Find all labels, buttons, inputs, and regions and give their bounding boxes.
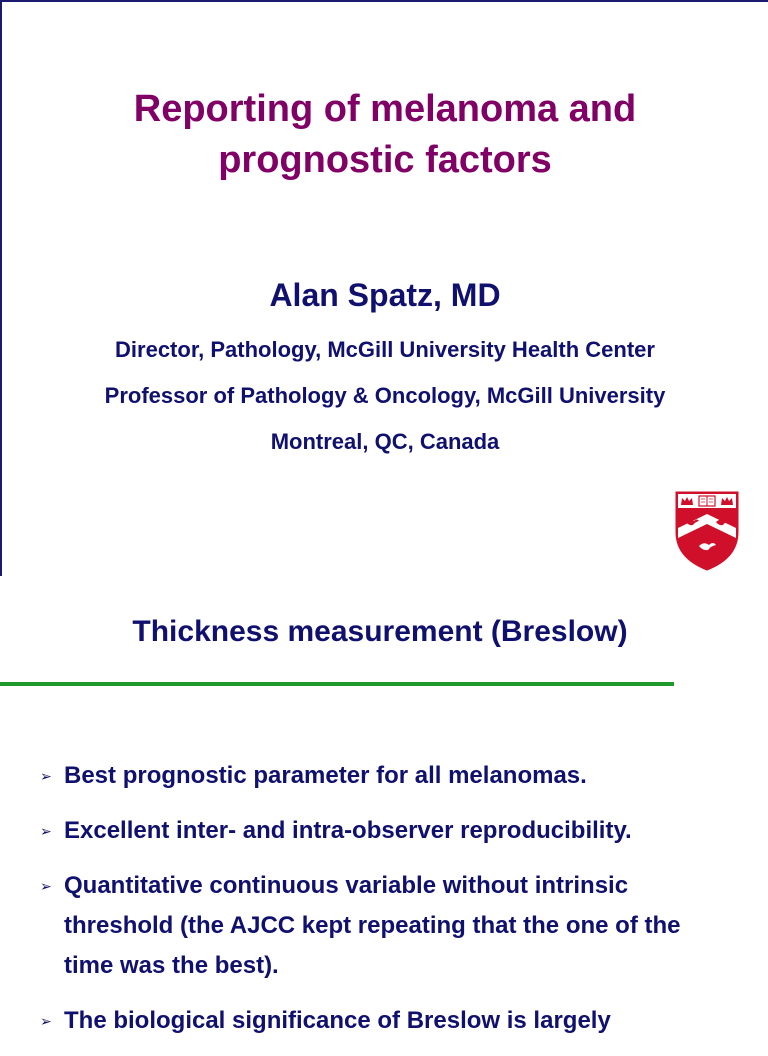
breslow-slide — [0, 578, 768, 1034]
arrow-bullet-icon: ➢ — [40, 823, 52, 839]
slide-title: Thickness measurement (Breslow) — [132, 615, 628, 648]
bullet-text: Quantitative continuous variable without intrinsic threshold (the AJCC kept repeating that the one of the time was the best). — [64, 872, 681, 979]
title-line-1: Reporting of melanoma and — [133, 88, 637, 130]
affiliation-line-1: Director, Pathology, McGill University Health Center — [115, 337, 655, 362]
arrow-bullet-icon: ➢ — [40, 1013, 52, 1029]
affiliation-line-2: Professor of Pathology & Oncology, McGill University — [104, 383, 666, 408]
presentation-title — [2, 84, 768, 186]
author-name: Alan Spatz, MD — [269, 277, 501, 313]
list-item — [0, 1001, 768, 1041]
arrow-bullet-icon: ➢ — [40, 878, 52, 894]
bullet-list — [0, 756, 768, 1056]
bullet-text: Excellent inter- and intra-observer reproducibility. — [64, 817, 632, 844]
bullet-text: The biological significance of Breslow is largely — [64, 1007, 611, 1034]
list-item — [0, 866, 768, 986]
mcgill-crest-icon — [672, 488, 742, 572]
affiliation-line-3: Montreal, QC, Canada — [270, 429, 500, 454]
list-item — [0, 811, 768, 851]
bullet-text: Best prognostic parameter for all melanomas. — [64, 762, 587, 789]
arrow-bullet-icon: ➢ — [40, 768, 52, 784]
title-divider — [0, 682, 674, 686]
list-item — [0, 756, 768, 796]
title-line-2: prognostic factors — [218, 139, 552, 181]
